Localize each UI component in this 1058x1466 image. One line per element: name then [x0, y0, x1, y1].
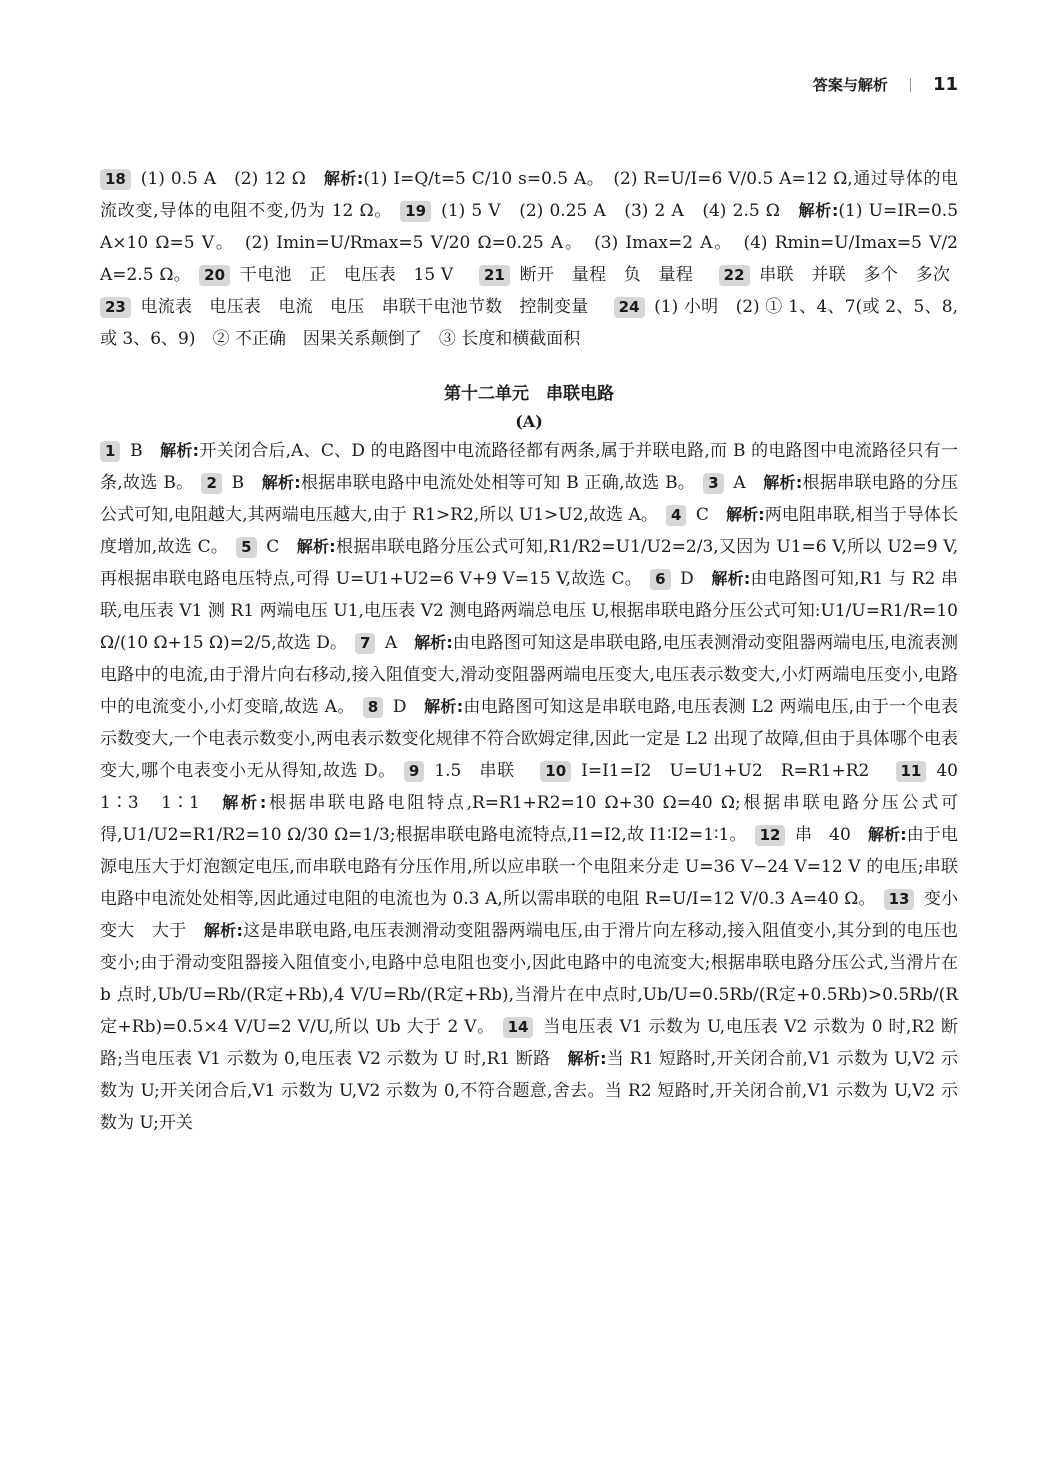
unit-subtitle: (A)	[515, 412, 543, 431]
explanation-text: 由电路图可知这是串联电路,电压表测滑动变阻器两端电压,电流表测电路中的电流,由于滑片向右移动,接入阻值变大,滑动变阻器两端电压变大,电压表示数变大,小灯两端电压变小,电路中的电流变小,小灯变暗,故选 A。	[100, 633, 958, 717]
question-number-badge: 23	[100, 297, 131, 318]
explanation-text: 由于电源电压大于灯泡额定电压,而串联电路有分压作用,所以应串联一个电阻来分走 U=36 V−24 V=12 V 的电压;串联电路中电流处处相等,因此通过电阻的电流也为 0.3 A,所以需串联的电阻 R=U/I=12 V/0.3 A=40 Ω。	[100, 825, 958, 909]
question-number-badge: 4	[666, 505, 686, 526]
explanation-text: (1) I=Q/t=5 C/10 s=0.5 A。 (2) R=U/I=6 V/0.5 A=12 Ω,通过导体的电流改变,导体的电阻不变,仍为 12 Ω。	[100, 169, 958, 221]
unit-answers	[100, 435, 976, 1139]
question-number-badge: 8	[363, 697, 383, 718]
question-number-badge: 14	[503, 1017, 534, 1038]
answer-text: (1) 5 V (2) 0.25 A (3) 2 A (4) 2.5 Ω	[435, 201, 799, 221]
answer-text: 串联 并联 多个 多次	[753, 265, 967, 285]
question-number-badge: 20	[199, 265, 230, 286]
answer-text: I=I1=I2 U=U1+U2 R=R1+R2	[575, 761, 888, 781]
answer-text: 串 40	[789, 825, 869, 845]
explanation-text: 由电路图可知,R1 与 R2 串联,电压表 V1 测 R1 两端电压 U1,电压表 V2 测电路两端总电压 U,根据串联电路分压公式可知:U1/U=R1/R=10 Ω/(10 Ω+15 Ω)=2/5,故选 D。	[100, 569, 958, 653]
question-number-badge: 6	[650, 569, 670, 590]
question-number-badge: 7	[355, 633, 375, 654]
unit-title: 第十二单元 串联电路	[444, 384, 614, 404]
answer-text: C	[260, 537, 297, 557]
explanation-label: 解析:	[726, 505, 765, 524]
explanation-label: 解析:	[763, 473, 803, 492]
explanation-label: 解析:	[414, 633, 453, 652]
explanation-text: (1) U=IR=0.5 A×10 Ω=5 V。 (2) Imin=U/Rmax=5 V/20 Ω=0.25 A。 (3) Imax=2 A。 (4) Rmin=U/Imax=5 V/2 A=2.5 Ω。	[100, 201, 959, 285]
explanation-label: 解析:	[160, 441, 200, 460]
explanation-text: 由电路图可知这是串联电路,电压表测 L2 两端电压,由于一个电表示数变大,一个电表示数变小,两电表示数变化规律不符合欧姆定律,因此一定是 L2 出现了故障,但由于具体哪个电表变大,哪个电表变小无从得知,故选 D。	[100, 697, 958, 781]
answer-content	[100, 163, 976, 1139]
explanation-text: 这是串联电路,电压表测滑动变阻器两端电压,由于滑片向左移动,接入阻值变小,其分到的电压也变小;由于滑动变阻器接入阻值变小,电路中总电阻也变小,因此电路中的电流变大;根据串联电路分压公式,当滑片在 b 点时,Ub/U=Rb/(R定+Rb),4 V/U=Rb/(R定+Rb),当滑片在中点时,Ub/U=0.5Rb/(R定+0.5Rb)>0.5Rb/(R定+Rb)=0.5×4 V/U=2 V/U,所以 Ub 大于 2 V。	[100, 921, 958, 1037]
question-number-badge: 18	[100, 169, 131, 190]
answer-item	[479, 265, 711, 285]
question-number-badge: 3	[703, 473, 723, 494]
explanation-label: 解析:	[868, 825, 907, 844]
answer-item	[719, 265, 967, 285]
answer-item	[201, 473, 695, 493]
answer-item	[404, 761, 532, 781]
explanation-text: 根据串联电路电阻特点,R=R1+R2=10 Ω+30 Ω=40 Ω;根据串联电路分压公式可得,U1/U2=R1/R2=10 Ω/30 Ω=1/3;根据串联电路电流特点,I1=I2,故 I1∶I2=1∶1。	[100, 793, 958, 845]
explanation-label: 解析:	[296, 537, 336, 556]
answer-item	[100, 889, 975, 1037]
explanation-label: 解析:	[798, 201, 839, 220]
answer-item	[100, 297, 606, 317]
answer-text: 变小 变大 大于	[100, 889, 976, 941]
explanation-label: 解析:	[424, 697, 464, 716]
question-number-badge: 13	[884, 889, 915, 910]
question-number-badge: 22	[719, 265, 750, 286]
question-number-badge: 21	[479, 265, 510, 286]
explanation-text: 开关闭合后,A、C、D 的电路图中电流路径都有两条,属于并联电路,而 B 的电路图中电流路径只有一条,故选 B。	[100, 441, 958, 493]
answer-text: B	[124, 441, 161, 461]
answer-text: 电流表 电压表 电流 电压 串联干电池节数 控制变量	[134, 297, 606, 317]
question-number-badge: 19	[400, 201, 431, 222]
question-number-badge: 2	[201, 473, 221, 494]
answer-text: A	[727, 473, 764, 493]
header-divider	[910, 78, 911, 92]
answer-text: B	[225, 473, 262, 493]
explanation-label: 解析:	[203, 921, 243, 940]
answer-text: D	[674, 569, 712, 589]
explanation-label: 解析:	[222, 793, 267, 812]
explanation-text: 根据串联电路中电流处处相等可知 B 正确,故选 B。	[300, 473, 696, 493]
question-number-badge: 12	[755, 825, 786, 846]
explanation-label: 解析:	[261, 473, 301, 492]
explanation-text: 当 R1 短路时,开关闭合前,V1 示数为 U,V2 示数为 U;开关闭合后,V1 示数为 U,V2 示数为 0,不符合题意,舍去。当 R2 短路时,开关闭合前,V1 示数为 U,V2 示数为 U;开关	[100, 1049, 958, 1133]
explanation-text: 根据串联电路的分压公式可知,电阻越大,其两端电压越大,由于 R1>R2,所以 U1>U2,故选 A。	[100, 473, 958, 525]
answer-item	[199, 265, 471, 285]
question-number-badge: 24	[614, 297, 645, 318]
section-title: 答案与解析	[812, 76, 888, 94]
page-number: 11	[932, 74, 958, 95]
previous-unit-answers	[100, 163, 967, 355]
explanation-label: 解析:	[567, 1049, 607, 1068]
explanation-label: 解析:	[711, 569, 751, 588]
answer-text: D	[387, 697, 425, 717]
question-number-badge: 5	[236, 537, 256, 558]
explanation-label: 解析:	[323, 169, 364, 188]
answer-text: 断开 量程 负 量程	[513, 265, 711, 285]
answer-text: A	[379, 633, 415, 653]
answer-item	[540, 761, 887, 781]
answer-text: (1) 小明 (2) ① 1、4、7(或 2、5、8,或 3、6、9) ② 不正确 因果关系颠倒了 ③ 长度和横截面积	[100, 297, 958, 349]
explanation-text: 根据串联电路分压公式可知,R1/R2=U1/U2=2/3,又因为 U1=6 V,所以 U2=9 V,再根据串联电路电压特点,可得 U=U1+U2=6 V+9 V=15 V,故选 C。	[100, 537, 958, 589]
question-number-badge: 1	[100, 441, 120, 462]
question-number-badge: 9	[404, 761, 424, 782]
answer-text: C	[690, 505, 727, 525]
page-header	[813, 74, 958, 95]
answer-text: 干电池 正 电压表 15 V	[234, 265, 471, 285]
question-number-badge: 10	[540, 761, 571, 782]
answer-text: 1.5 串联	[428, 761, 533, 781]
answer-text: (1) 0.5 A (2) 12 Ω	[134, 169, 324, 189]
answer-text: 当电压表 V1 示数为 U,电压表 V2 示数为 0 时,R2 断路;当电压表 V1 示数为 0,电压表 V2 示数为 U 时,R1 断路	[100, 1017, 958, 1069]
answer-text: 40 1∶3 1∶1	[100, 761, 975, 813]
question-number-badge: 11	[896, 761, 927, 782]
explanation-text: 两电阻串联,相当于导体长度增加,故选 C。	[100, 505, 958, 557]
